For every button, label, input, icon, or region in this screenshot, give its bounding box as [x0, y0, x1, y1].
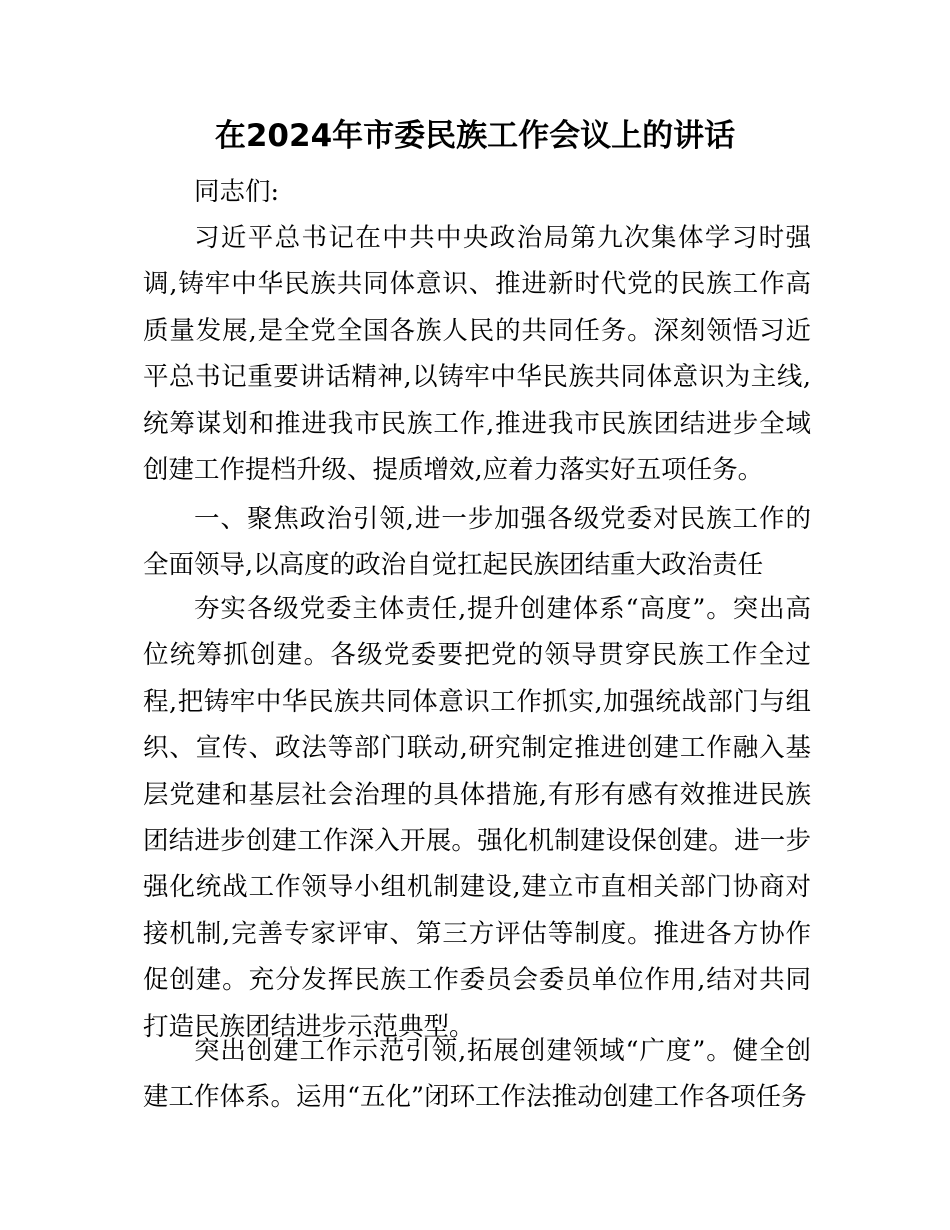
- paragraph-demonstration: 突出创建工作示范引领,拓展创建领域“广度”。健全创建工作体系。运用“五化”闭环工作法推动创建工作各项任务: [143, 1036, 811, 1113]
- document-title: 在2024年市委民族工作会议上的讲话: [214, 118, 736, 154]
- paragraph-responsibility: 夯实各级党委主体责任,提升创建体系“高度”。突出高位统筹抓创建。各级党委要把党的领导贯穿民族工作全过程,把铸牢中华民族共同体意识工作抓实,加强统战部门与组织、宣传、政法等部门联动,研究制定推进创建工作融入基层党建和基层社会治理的具体措施,有形有感有效推进民族团结进步创建工作深入开展。强化机制建设保创建。进一步强化统战工作领导小组机制建设,建立市直相关部门协商对接机制,完善专家评审、第三方评估等制度。推进各方协作促创建。充分发挥民族工作委员会委员单位作用,结对共同打造民族团结进步示范典型。: [143, 594, 811, 1042]
- paragraph-intro: 习近平总书记在中共中央政治局第九次集体学习时强调,铸牢中华民族共同体意识、推进新时代党的民族工作高质量发展,是全党全国各族人民的共同任务。深刻领悟习近平总书记重要讲话精神,以铸牢中华民族共同体意识为主线,统筹谋划和推进我市民族工作,推进我市民族团结进步全域创建工作提档升级、提质增效,应着力落实好五项任务。: [143, 223, 811, 486]
- section-heading-one: 一、聚焦政治引领,进一步加强各级党委对民族工作的全面领导,以高度的政治自觉扛起民族团结重大政治责任: [143, 504, 811, 581]
- salutation: 同志们:: [194, 177, 280, 207]
